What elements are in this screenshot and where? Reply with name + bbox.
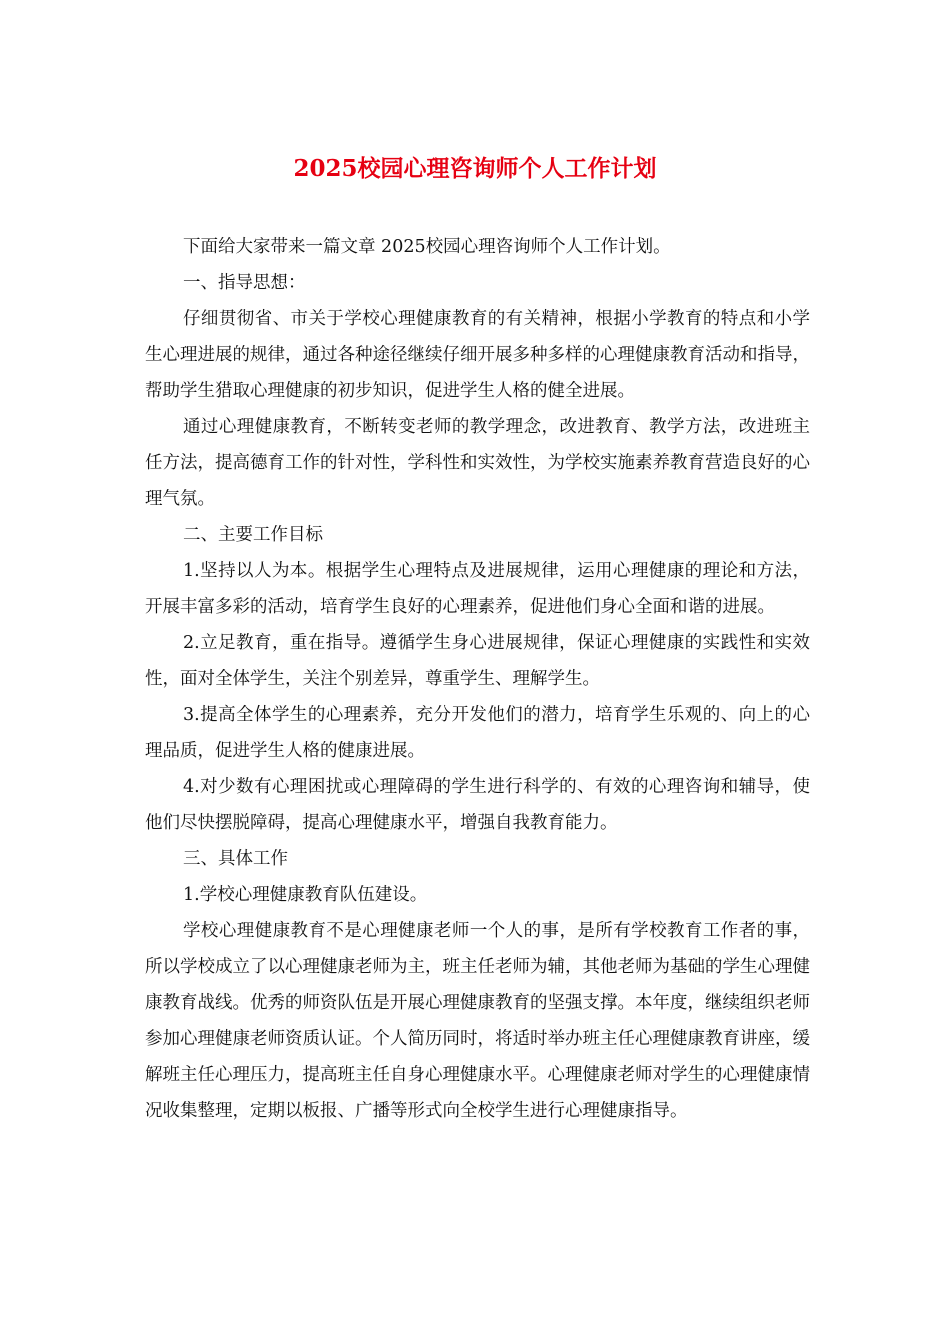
list-item-goal: 4.对少数有心理困扰或心理障碍的学生进行科学的、有效的心理咨询和辅导，使他们尽快摆脱障碍，提高心理健康水平，增强自我教育能力。 bbox=[145, 777, 810, 833]
heading-guiding-thought: 一、指导思想： bbox=[183, 273, 306, 293]
list-item-goal: 1.坚持以人为本。根据学生心理特点及进展规律，运用心理健康的理论和方法，开展丰富多彩的活动，培育学生良好的心理素养，促进他们身心全面和谐的进展。 bbox=[145, 561, 810, 617]
paragraph: 通过心理健康教育，不断转变老师的教学理念，改进教育、教学方法，改进班主任方法，提高德育工作的针对性，学科性和实效性，为学校实施素养教育营造良好的心理气氛。 bbox=[145, 417, 810, 509]
list-item-work: 1.学校心理健康教育队伍建设。 bbox=[183, 885, 428, 905]
heading-specific-work: 三、具体工作 bbox=[183, 849, 288, 869]
document-title: 2025校园心理咨询师个人工作计划 bbox=[293, 155, 657, 182]
paragraph: 学校心理健康教育不是心理健康老师一个人的事，是所有学校教育工作者的事，所以学校成立了以心理健康老师为主，班主任老师为辅，其他老师为基础的学生心理健康教育战线。优秀的师资队伍是开展心理健康教育的坚强支撑。本年度，继续组织老师参加心理健康老师资质认证。个人简历同时，将适时举办班主任心理健康教育讲座，缓解班主任心理压力，提高班主任自身心理健康水平。心理健康老师对学生的心理健康情况收集整理，定期以板报、广播等形式向全校学生进行心理健康指导。 bbox=[145, 921, 810, 1121]
paragraph: 仔细贯彻省、市关于学校心理健康教育的有关精神，根据小学教育的特点和小学生心理进展的规律，通过各种途径继续仔细开展多种多样的心理健康教育活动和指导，帮助学生猎取心理健康的初步知识，促进学生人格的健全进展。 bbox=[145, 309, 810, 401]
list-item-goal: 2.立足教育，重在指导。遵循学生身心进展规律，保证心理健康的实践性和实效性，面对全体学生，关注个别差异，尊重学生、理解学生。 bbox=[145, 633, 810, 689]
paragraph-intro: 下面给大家带来一篇文章 2025校园心理咨询师个人工作计划。 bbox=[183, 237, 671, 257]
document-body bbox=[145, 229, 810, 1129]
heading-main-goals: 二、主要工作目标 bbox=[183, 525, 323, 545]
list-item-goal: 3.提高全体学生的心理素养，充分开发他们的潜力，培育学生乐观的、向上的心理品质，促进学生人格的健康进展。 bbox=[145, 705, 810, 761]
